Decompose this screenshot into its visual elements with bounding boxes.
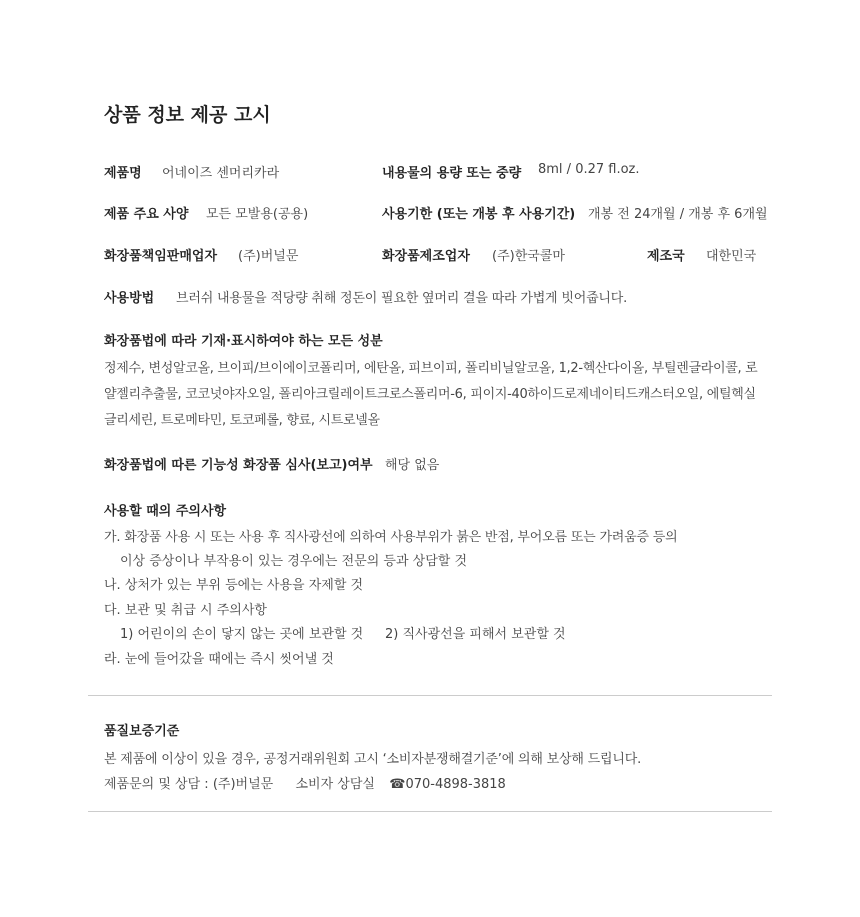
caution-ra: 라. 눈에 들어갔을 때에는 즉시 씻어낼 것 <box>104 652 334 667</box>
divider-bottom <box>88 811 772 812</box>
volume-label: 내용물의 용량 또는 중량 <box>382 166 522 181</box>
contact-prefix: 제품문의 및 상담 : (주)버널문 <box>104 777 274 792</box>
volume-value: 8ml / 0.27 fl.oz. <box>538 162 640 177</box>
origin-value: 대한민국 <box>706 249 757 264</box>
caution-ga-cont: 이상 증상이나 부작용이 있는 경우에는 전문의 등과 상담할 것 <box>120 554 468 569</box>
manufacturer-value: (주)한국콜마 <box>492 249 565 264</box>
caution-heading: 사용할 때의 주의사항 <box>104 504 227 519</box>
caution-da: 다. 보관 및 취급 시 주의사항 <box>104 603 267 618</box>
caution-da-1: 1) 어린이의 손이 닿지 않는 곳에 보관할 것 <box>120 627 364 642</box>
contact-center: 소비자 상담실 <box>295 777 375 792</box>
quality-heading: 품질보증기준 <box>104 724 180 739</box>
spec-label: 제품 주요 사양 <box>104 207 189 222</box>
expiry-label: 사용기한 (또는 개봉 후 사용기간) <box>382 207 576 222</box>
seller-label: 화장품책임판매업자 <box>104 249 218 264</box>
product-name-value: 어네이즈 센머리카라 <box>162 166 280 181</box>
caution-da-2: 2) 직사광선을 피해서 보관할 것 <box>385 627 566 642</box>
phone-icon: ☎ <box>389 777 406 792</box>
divider-top <box>88 695 772 696</box>
functional-value: 해당 없음 <box>385 458 440 473</box>
quality-contact <box>104 773 506 792</box>
seller-value: (주)버널문 <box>238 249 299 264</box>
phone-number[interactable]: 070-4898-3818 <box>405 777 506 792</box>
product-name-label: 제품명 <box>104 166 142 181</box>
page-title: 상품 정보 제공 고시 <box>104 104 271 126</box>
functional-label: 화장품법에 따른 기능성 화장품 심사(보고)여부 <box>104 458 373 473</box>
ingredients-heading: 화장품법에 따라 기재·표시하여야 하는 모든 성분 <box>104 334 383 349</box>
usage-label: 사용방법 <box>104 291 155 306</box>
caution-ga: 가. 화장품 사용 시 또는 사용 후 직사광선에 의하여 사용부위가 붉은 반점, 부어오름 또는 가려움증 등의 <box>104 530 678 545</box>
ingredients-text: 정제수, 변성알코올, 브이피/브이에이코폴리머, 에탄올, 피브이피, 폴리비닐알코올, 1,2-헥산다이올, 부틸렌글라이콜, 로얄젤리추출물, 코코넛야자오일, 폴리아크릴레이트크로스폴리머-6, 피이지-40하이드로제네이티드캐스터오일, 에틸헥실글리세린, 트로메타민, 토코페롤, 향료, 시트로넬올 <box>104 361 758 428</box>
origin-label: 제조국 <box>647 249 685 264</box>
caution-na: 나. 상처가 있는 부위 등에는 사용을 자제할 것 <box>104 578 364 593</box>
expiry-value: 개봉 전 24개월 / 개봉 후 6개월 <box>588 207 768 222</box>
spec-value: 모든 모발용(공용) <box>206 207 309 222</box>
usage-value: 브러쉬 내용물을 적당량 취해 정돈이 필요한 옆머리 결을 따라 가볍게 빗어줍니다. <box>176 291 628 306</box>
manufacturer-label: 화장품제조업자 <box>382 249 470 264</box>
quality-line1: 본 제품에 이상이 있을 경우, 공정거래위원회 고시 ‘소비자분쟁해결기준’에 의해 보상해 드립니다. <box>104 752 642 767</box>
